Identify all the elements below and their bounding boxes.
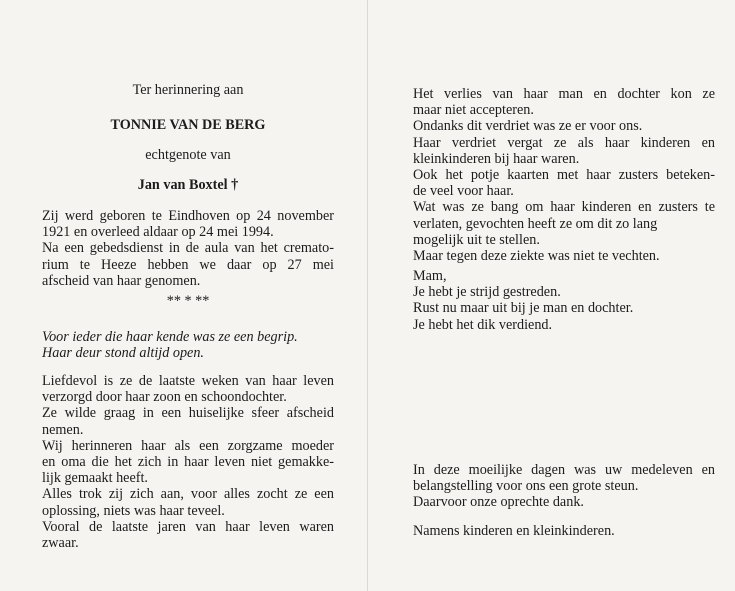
story-line: maar niet accepteren.	[413, 102, 534, 119]
separator: ** * **	[166, 293, 210, 309]
left-page	[42, 0, 334, 591]
card-fold	[367, 0, 368, 591]
poem-line: Mam,	[413, 268, 447, 284]
story-line: Maar tegen deze ziekte was niet te vechten.	[413, 248, 660, 265]
body-line: oplossing, niets was haar teveel.	[42, 502, 225, 519]
story-line: Wat was ze bang om haar kinderen en zusters te	[413, 199, 715, 216]
poem	[413, 268, 715, 333]
story-line: Haar verdriet vergat ze als haar kinderen en	[413, 134, 715, 151]
thanks-line: In deze moeilijke dagen was uw medeleven en	[413, 462, 715, 478]
bio-line: 1921 en overleed aldaar op 24 mei 1994.	[42, 224, 274, 241]
bio-line: Na een gebedsdienst in de aula van het cremato-	[42, 240, 334, 257]
spouse-name: Jan van Boxtel †	[137, 177, 239, 193]
story-line: de veel voor haar.	[413, 183, 514, 200]
signature: Namens kinderen en kleinkinderen.	[413, 523, 615, 539]
body-line: Liefdevol is ze de laatste weken van haar leven	[42, 373, 334, 389]
thanks-line: belangstelling voor ons een grote steun.	[413, 478, 639, 495]
right-page	[413, 0, 715, 591]
body-line: Wij herinneren haar als een zorgzame moeder	[42, 437, 334, 454]
body-line: lijk gemaakt heeft.	[42, 470, 148, 487]
body-line: nemen.	[42, 421, 84, 438]
body-line: Vooral de laatste jaren van haar leven waren	[42, 518, 334, 535]
story-line: Ondanks dit verdriet was ze er voor ons.	[413, 118, 643, 135]
story-line: Ook het potje kaarten met haar zusters beteken-	[413, 167, 715, 184]
story-paragraph	[413, 86, 715, 264]
quote-line: Haar deur stond altijd open.	[42, 345, 204, 362]
relation-text: echtgenote van	[145, 147, 231, 163]
deceased-name: TONNIE VAN DE BERG	[110, 117, 266, 133]
thanks-paragraph	[413, 462, 715, 511]
thanks-line: Daarvoor onze oprechte dank.	[413, 494, 584, 511]
story-line: mogelijk uit te stellen.	[413, 231, 540, 248]
bio-line: Zij werd geboren te Eindhoven op 24 november	[42, 208, 334, 224]
body-line: Ze wilde graag in een huiselijke sfeer afscheid	[42, 405, 334, 422]
body-line: verzorgd door haar zoon en schoondochter.	[42, 389, 287, 406]
bio-paragraph	[42, 208, 334, 289]
body-line: Alles trok zij zich aan, voor alles zocht ze een	[42, 486, 334, 503]
story-line: verlaten, gevochten heeft ze om dit zo lang	[413, 215, 658, 232]
poem-line: Rust nu maar uit bij je man en dochter.	[413, 300, 634, 317]
poem-line: Je hebt je strijd gestreden.	[413, 284, 561, 301]
bio-line: afscheid van haar genomen.	[42, 272, 201, 289]
story-line: kleinkinderen bij haar waren.	[413, 150, 580, 167]
quote	[42, 329, 334, 361]
quote-line: Voor ieder die haar kende was ze een begrip.	[42, 329, 298, 345]
intro-text: Ter herinnering aan	[132, 82, 244, 98]
body-paragraph	[42, 373, 334, 551]
body-line: en oma die het zich in haar leven niet gemakke-	[42, 454, 334, 471]
story-line: Het verlies van haar man en dochter kon ze	[413, 86, 715, 102]
body-line: zwaar.	[42, 535, 79, 552]
bio-line: rium te Heeze hebben we daar op 27 mei	[42, 256, 334, 273]
poem-line: Je hebt het dik verdiend.	[413, 316, 553, 333]
